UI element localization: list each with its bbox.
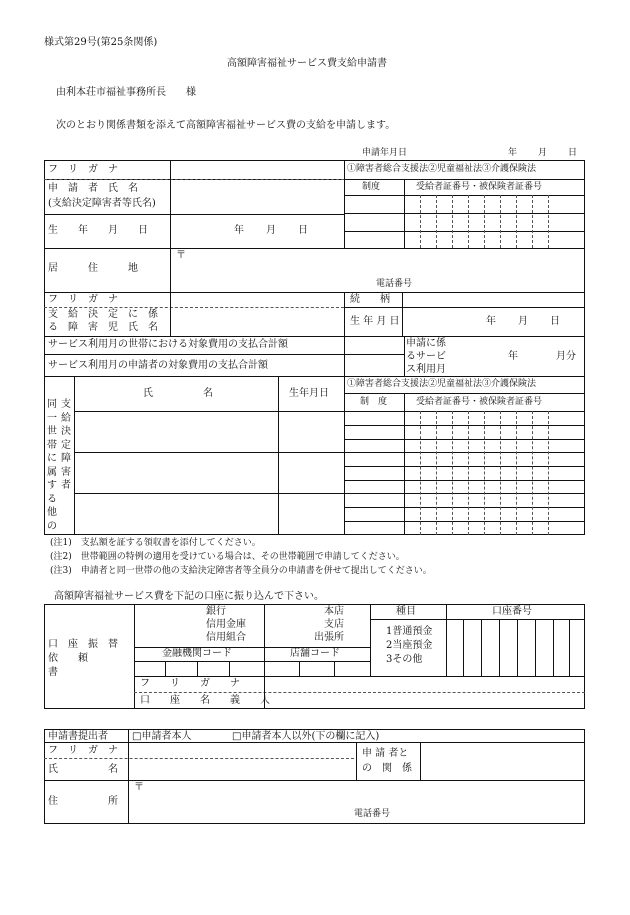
application-date-label: 申請年月日 [362,148,408,158]
applicant-birth-day: 日 [298,225,308,236]
submitter-address-label: 住 所 [48,796,118,807]
bank-intro: 高額障害福祉サービス費を下記の口座に振り込んで下さい。 [54,591,324,602]
account-type-other: 3その他 [386,654,423,665]
applicant-postal-mark: 〒 [176,250,186,261]
branch-type-head: 本店 [324,606,344,617]
service-month-year: 年 [508,351,518,362]
application-date-month: 月 [538,148,548,158]
service-month-month: 月分 [556,351,576,362]
household-side-label-outer: 同一世帯に属する他の [47,399,57,532]
applicant-phone-label: 電話番号 [376,279,413,289]
child-relation-label: 続 柄 [350,294,390,305]
service-month-label-2: るサービ [406,351,446,362]
child-name-label-2: る 障 害 児 氏 名 [48,322,158,333]
applicant-cert-label: 受給者証番号・被保険者証番号 [416,182,543,192]
child-birth-year: 年 [486,316,496,327]
child-birth-month: 月 [518,316,528,327]
bank-side-label-1: 口 座 振 替 [48,639,118,650]
bank-code-label: 金融機関コード [162,648,232,659]
bank-type-bank: 銀行 [206,606,226,617]
submitter-phone-label: 電話番号 [354,809,391,819]
applicant-address-label: 居 住 地 [48,263,138,274]
bank-furigana-label: フ リ ガ ナ [140,678,240,689]
applicant-furigana-label: フ リ ガ ナ [48,164,118,175]
applicant-system-label: 制度 [362,182,381,192]
branch-type-office: 出張所 [314,632,344,643]
child-furigana-label: フ リ ガ ナ [48,294,118,305]
account-type-current: 2当座預金 [386,640,433,651]
child-birth-day: 日 [550,316,560,327]
addressee: 由利本荘市福祉事務所長 様 [56,87,196,98]
account-holder-label: 口 座 名 義 人 [140,695,270,706]
household-name-header: 氏 名 [143,388,213,399]
submitter-relation-label-2: の 関 係 [362,763,412,774]
account-number-header: 口座番号 [492,606,532,617]
bank-type-shinkin: 信用金庫 [206,619,246,630]
application-date-year: 年 [508,148,518,158]
submitter-option-other[interactable]: □申請者本人以外(下の欄に記入) [232,731,380,742]
household-side-label-inner: 支給決定障害者 [61,399,71,491]
bank-side-label-2: 依 頼 [48,653,88,664]
applicant-birth-year: 年 [234,225,244,236]
account-type-ordinary: 1普通預金 [386,626,433,637]
note-1: (注1) 支払額を証する領収書を添付してください。 [50,538,261,548]
form-title: 高額障害福祉サービス費支給申請書 [227,58,387,69]
submitter-postal-mark: 〒 [134,782,144,793]
application-date-day: 日 [568,148,578,158]
bank-side-label-3: 書 [48,667,58,678]
applicant-name-label: 申 請 者 氏 名 [48,183,138,194]
household-total-label: サービス利用月の世帯における対象費用の支払合計額 [48,339,288,350]
household-law-header: ①障害者総合支援法②児童福祉法③介護保険法 [347,379,537,389]
note-3: (注3) 申請者と同一世帯の他の支給決定障害者等全員分の申請書を併せて提出してください。 [50,566,432,576]
form-number: 様式第29号(第25条関係) [44,37,158,48]
household-system-label: 制 度 [360,397,388,407]
branch-type-branch: 支店 [324,619,344,630]
household-birth-header: 生年月日 [289,388,329,399]
intro-text: 次のとおり関係書類を添えて高額障害福祉サービス費の支給を申請します。 [56,120,396,131]
applicant-law-header: ①障害者総合支援法②児童福祉法③介護保険法 [347,164,537,174]
child-birth-label: 生 年 月 日 [350,316,400,327]
submitter-relation-label-1: 申 請 者と [362,748,409,759]
submitter-furigana-label: フ リ ガ ナ [48,745,118,756]
applicant-birth-label: 生 年 月 日 [48,225,148,236]
service-month-label-3: ス利用月 [406,364,446,375]
account-type-header: 種目 [396,606,416,617]
applicant-total-label: サービス利用月の申請者の対象費用の支払合計額 [48,360,268,371]
submitter-name-label: 氏 名 [48,764,118,775]
submitter-option-self[interactable]: □申請者本人 [132,731,192,742]
service-month-label-1: 申請に係 [406,338,446,349]
bank-type-kumiai: 信用組合 [206,632,246,643]
applicant-birth-month: 月 [266,225,276,236]
branch-code-label: 店舗コード [290,648,340,659]
child-name-label-1: 支 給 決 定 に 係 [48,309,158,320]
household-cert-label: 受給者証番号・被保険者証番号 [416,397,543,407]
note-2: (注2) 世帯範囲の特例の適用を受けている場合は、その世帯範囲で申請してください。 [50,552,405,562]
submitter-table [44,729,585,824]
applicant-name-sublabel: (支給決定障害者等氏名) [48,198,156,209]
submitter-label: 申請書提出者 [48,731,108,742]
